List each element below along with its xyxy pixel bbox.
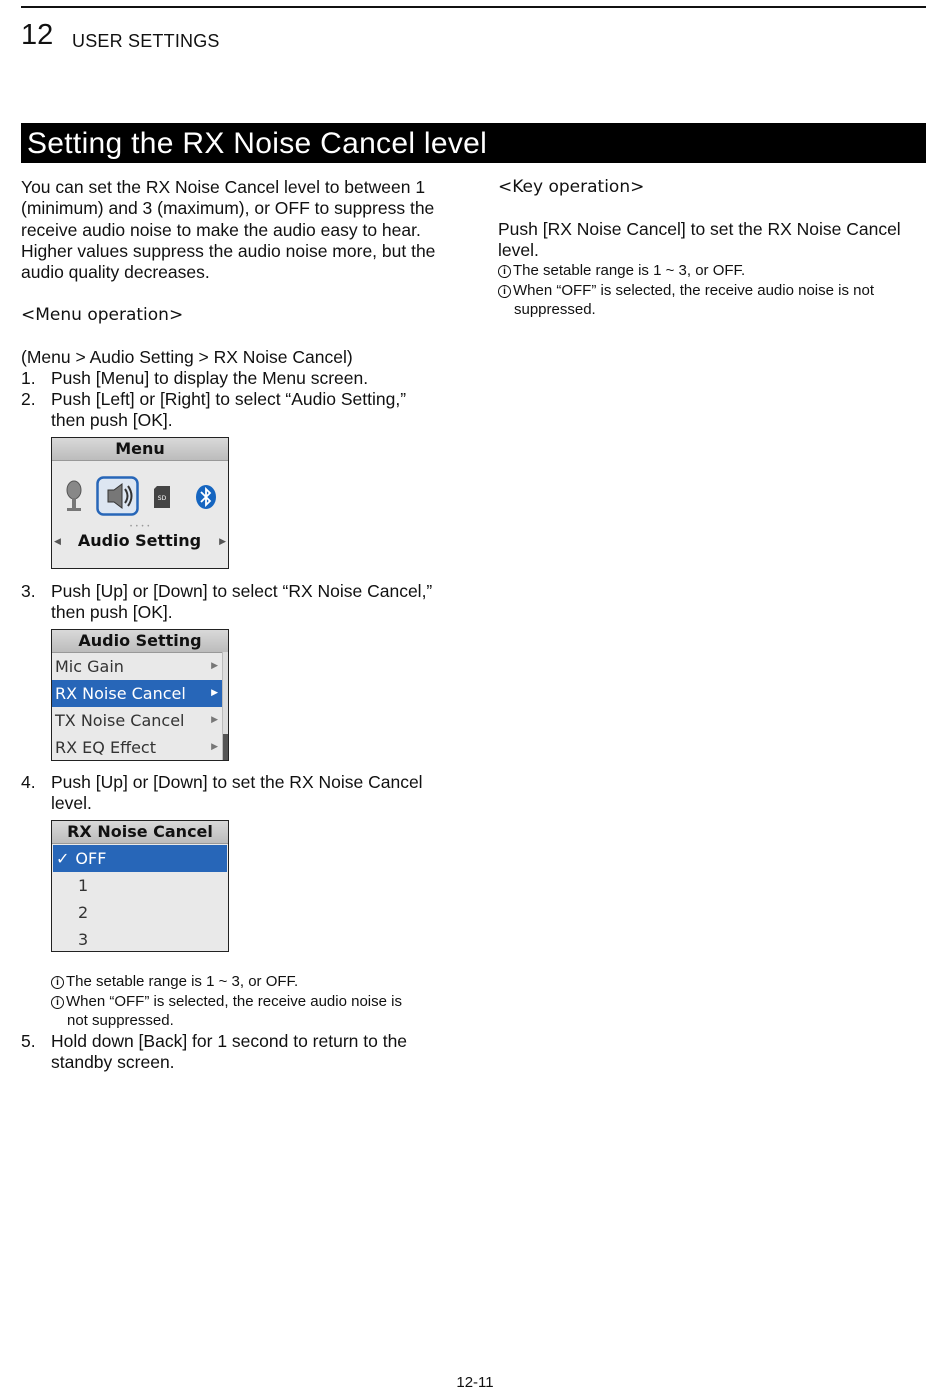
list-item[interactable] [52, 707, 222, 734]
menu-right-arrow-icon[interactable]: ▶ [219, 536, 226, 546]
step-number: 1. [21, 368, 36, 388]
step-text-line: Push [Left] or [Right] to select “Audio Setting,” [51, 389, 407, 409]
check-icon: ✓ [56, 849, 70, 868]
rx-noise-cancel-title: RX Noise Cancel [52, 821, 228, 844]
section-title-bar [21, 123, 926, 163]
step-text [51, 389, 451, 432]
step-text-line: then push [OK]. [51, 602, 173, 623]
step-text-line: Push [Up] or [Down] to select “RX Noise Cancel,” [51, 581, 433, 601]
list-item[interactable] [52, 734, 222, 761]
option-2[interactable] [52, 899, 228, 926]
key-operation-text [498, 219, 928, 262]
header-rule [21, 6, 926, 8]
menu-screen-title: Menu [52, 438, 228, 461]
menu-icons-row [52, 476, 227, 520]
note [51, 992, 451, 1012]
key-operation-line: Push [RX Noise Cancel] to set the RX Noise Cancel [498, 219, 901, 239]
step-text [51, 1031, 451, 1074]
key-operation-line: level. [498, 240, 539, 261]
step-number: 4. [21, 772, 36, 792]
note-text: When “OFF” is selected, the receive audio noise is [66, 992, 402, 1010]
left-notes [51, 972, 451, 1031]
sd-card-icon [153, 486, 171, 508]
list-item-label: RX EQ Effect [55, 738, 156, 757]
list-item-selected[interactable] [52, 680, 222, 707]
list-item[interactable] [52, 653, 222, 680]
scrollbar[interactable] [222, 652, 228, 760]
menu-left-arrow-icon[interactable]: ◀ [54, 536, 61, 546]
list-item-label: RX Noise Cancel [55, 684, 186, 703]
option-label: 3 [78, 930, 89, 949]
step-text [51, 581, 451, 624]
option-label: OFF [75, 849, 107, 868]
menu-selected-label: Audio Setting [77, 531, 202, 550]
step-number: 2. [21, 389, 36, 409]
page-number: 12-11 [456, 1374, 494, 1391]
chevron-right-icon: ▶ [211, 715, 218, 725]
info-icon: i [498, 265, 511, 278]
menu-screen [51, 437, 229, 569]
option-label: 1 [78, 876, 89, 895]
step-text-line: standby screen. [51, 1052, 175, 1073]
intro-line: Higher values suppress the audio noise more, but the [21, 240, 436, 261]
chevron-right-icon: ▶ [211, 661, 218, 671]
page-indicator-dots: • • • • [130, 524, 151, 530]
audio-setting-title: Audio Setting [52, 630, 228, 653]
info-icon: i [51, 996, 64, 1009]
note-text: The setable range is 1 ~ 3, or OFF. [513, 262, 746, 279]
intro-line: receive audio noise to make the audio easy to hear. [21, 219, 421, 240]
right-notes [498, 261, 928, 320]
intro-line: (minimum) and 3 (maximum), or OFF to suppress the [21, 198, 435, 219]
intro-line: audio quality decreases. [21, 262, 210, 283]
step-text [51, 772, 451, 815]
note-text: suppressed. [514, 301, 596, 319]
intro-line: You can set the RX Noise Cancel level to between 1 [21, 177, 426, 197]
info-icon: i [498, 285, 511, 298]
step-text-line: Push [Up] or [Down] to set the RX Noise Cancel [51, 772, 423, 792]
step-text: Push [Menu] to display the Menu screen. [51, 368, 369, 388]
chevron-right-icon: ▶ [211, 742, 218, 752]
note-text: When “OFF” is selected, the receive audio noise is not [513, 281, 874, 299]
option-off[interactable] [53, 845, 227, 872]
bluetooth-icon [195, 484, 217, 510]
menu-operation-heading: <Menu operation> [21, 305, 184, 325]
note [498, 261, 928, 281]
microphone-icon [64, 480, 84, 514]
option-label: 2 [78, 903, 89, 922]
info-icon: i [51, 976, 64, 989]
note-text: The setable range is 1 ~ 3, or OFF. [66, 973, 299, 990]
speaker-icon[interactable] [96, 476, 140, 516]
option-3[interactable] [52, 926, 228, 952]
step-number: 5. [21, 1031, 36, 1051]
list-item-label: Mic Gain [55, 657, 124, 676]
scrollbar-thumb[interactable] [223, 734, 228, 760]
list-item-label: TX Noise Cancel [55, 711, 185, 730]
section-title: Setting the RX Noise Cancel level [27, 127, 488, 160]
note [51, 972, 451, 992]
key-operation-heading: <Key operation> [498, 177, 645, 197]
rx-noise-cancel-screen [51, 820, 229, 952]
step-text-line: then push [OK]. [51, 410, 173, 431]
note [498, 281, 928, 301]
option-1[interactable] [52, 872, 228, 899]
note-text: not suppressed. [67, 1012, 174, 1030]
audio-setting-screen [51, 629, 229, 761]
chevron-right-icon: ▶ [211, 688, 218, 698]
step-text-line: Hold down [Back] for 1 second to return to the [51, 1031, 408, 1051]
intro-paragraph [21, 177, 461, 283]
audio-setting-list [52, 653, 228, 761]
chapter-number: 12 [21, 19, 54, 51]
step-text-line: level. [51, 793, 92, 814]
menu-path: (Menu > Audio Setting > RX Noise Cancel) [21, 347, 353, 367]
sd-card-label: SD [157, 495, 167, 502]
step-number: 3. [21, 581, 36, 601]
chapter-title: USER SETTINGS [72, 31, 220, 51]
